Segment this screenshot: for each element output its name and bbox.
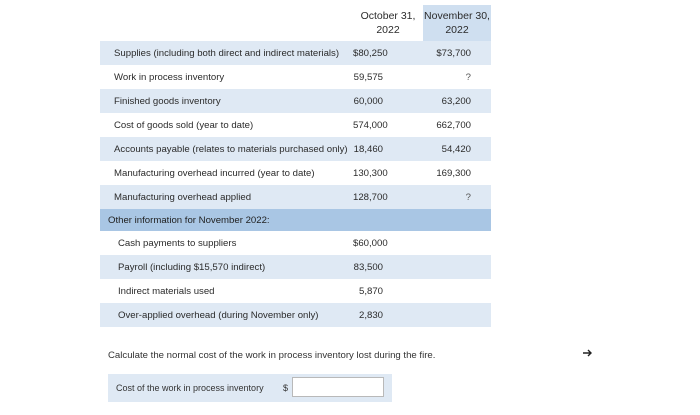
row-label: Accounts payable (relates to materials purchased only) [100, 137, 353, 161]
answer-row [108, 374, 392, 402]
november-value: 662,700 [423, 113, 491, 137]
answer-input[interactable] [292, 377, 384, 397]
currency-symbol: $ [283, 383, 289, 393]
table-row [100, 255, 491, 279]
question-prompt: Calculate the normal cost of the work in process inventory lost during the fire. [108, 350, 436, 361]
inventory-table [100, 5, 491, 327]
row-label: Work in process inventory [100, 65, 353, 89]
table-row [100, 231, 491, 255]
header-november: November 30, 2022 [423, 5, 491, 41]
data-panel [100, 5, 491, 327]
october-value: 18,460 [353, 137, 423, 161]
table-row [100, 41, 491, 65]
section-title: Other information for November 2022: [100, 209, 491, 231]
header-october: October 31, 2022 [353, 5, 423, 41]
header-row [100, 5, 491, 41]
table-row [100, 185, 491, 209]
answer-label: Cost of the work in process inventory [116, 383, 264, 393]
header-blank [100, 5, 353, 41]
october-value: 59,575 [353, 65, 423, 89]
table-row [100, 113, 491, 137]
november-info-value: 2,830 [353, 303, 423, 327]
table-row [100, 137, 491, 161]
october-value: $80,250 [353, 41, 423, 65]
table-row [100, 303, 491, 327]
row-label: Over-applied overhead (during November only) [100, 303, 353, 327]
november-value: 54,420 [423, 137, 491, 161]
october-value: 60,000 [353, 89, 423, 113]
november-info-value: 83,500 [353, 255, 423, 279]
row-label: Payroll (including $15,570 indirect) [100, 255, 353, 279]
november-value: 169,300 [423, 161, 491, 185]
november-value: $73,700 [423, 41, 491, 65]
november-info-value: $60,000 [353, 231, 423, 255]
row-label: Manufacturing overhead applied [100, 185, 353, 209]
row-label: Supplies (including both direct and indirect materials) [100, 41, 353, 65]
november-value: ? [423, 65, 491, 89]
table-row [100, 89, 491, 113]
october-value: 130,300 [353, 161, 423, 185]
table-row [100, 279, 491, 303]
row-label: Cost of goods sold (year to date) [100, 113, 353, 137]
november-value: 63,200 [423, 89, 491, 113]
section-header-row [100, 209, 491, 231]
row-label: Manufacturing overhead incurred (year to date) [100, 161, 353, 185]
table-row [100, 161, 491, 185]
table-row [100, 65, 491, 89]
mouse-cursor-icon [582, 348, 592, 358]
row-label: Finished goods inventory [100, 89, 353, 113]
november-value: ? [423, 185, 491, 209]
row-label: Cash payments to suppliers [100, 231, 353, 255]
row-label: Indirect materials used [100, 279, 353, 303]
october-value: 574,000 [353, 113, 423, 137]
november-info-value: 5,870 [353, 279, 423, 303]
october-value: 128,700 [353, 185, 423, 209]
